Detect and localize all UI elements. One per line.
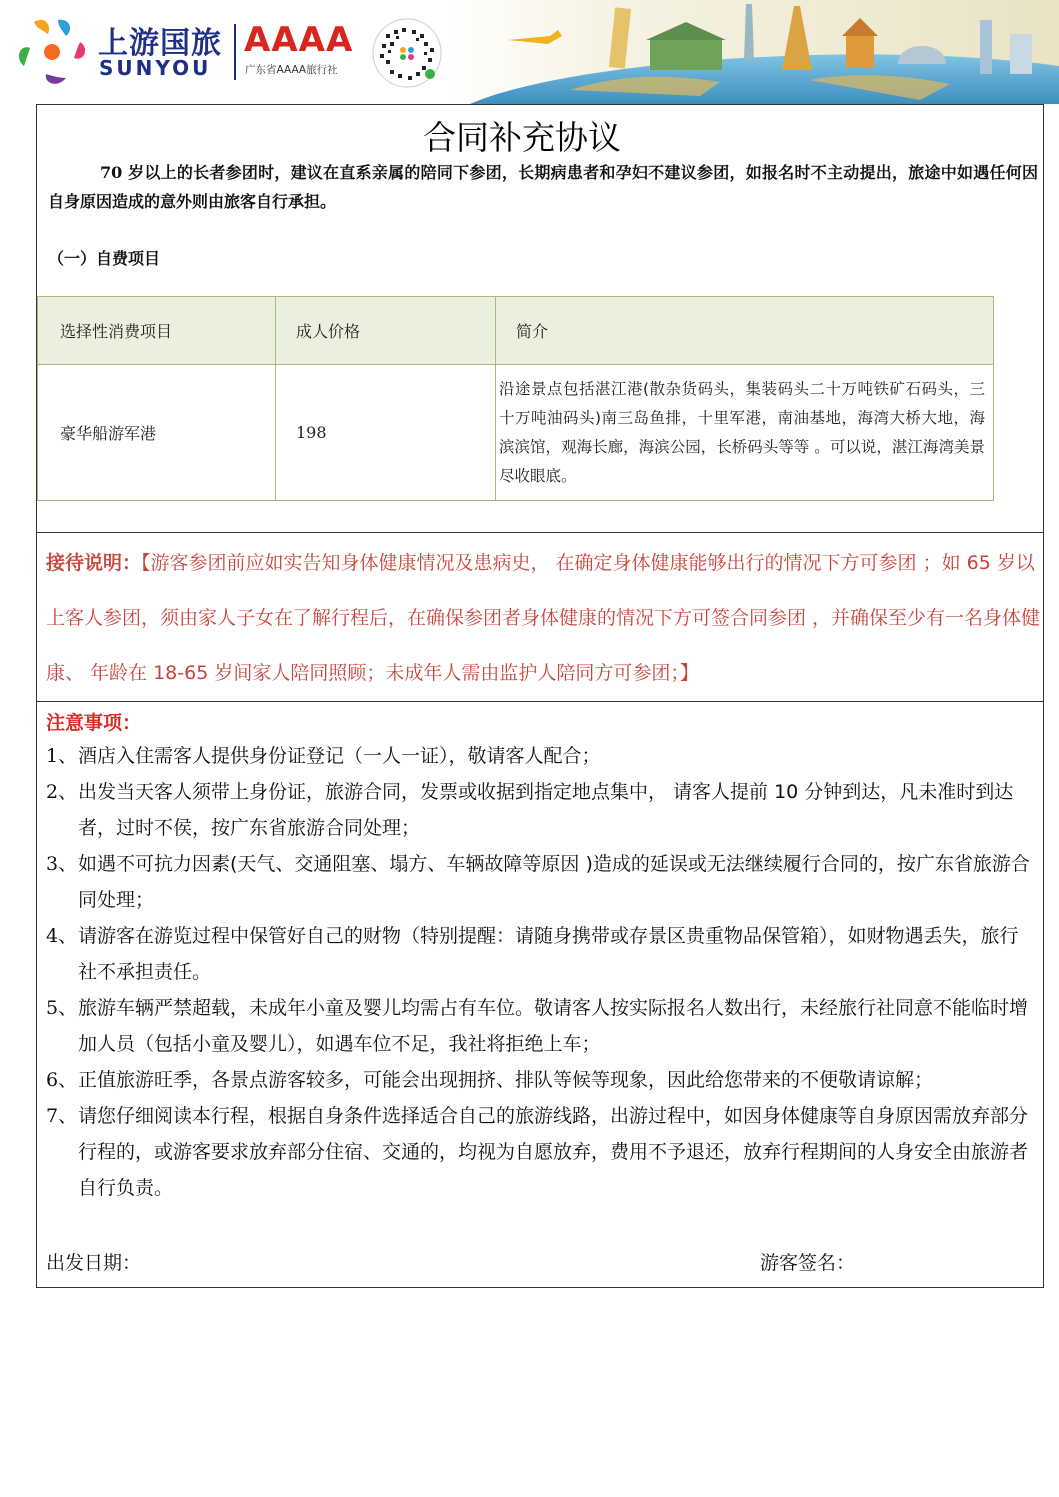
list-item	[46, 1062, 1036, 1098]
list-item-text: 请您仔细阅读本行程，根据自身条件选择适合自己的旅游线路，出游过程中，如因身体健康等自身原因需放弃部分行程的，或游客要求放弃部分住宿、交通的，均视为自愿放弃，费用不予退还，放弃行程期间的人身安全由旅游者自行负责。	[78, 1105, 1029, 1199]
reception-label: 接待说明：	[46, 552, 142, 574]
brand-divider	[234, 24, 236, 80]
section-divider	[36, 532, 1044, 533]
list-item-number: 6、	[46, 1069, 78, 1091]
travel-landmarks-banner	[450, 0, 1059, 104]
reception-text: 【游客参团前应如实告知身体健康情况及患病史， 在确定身体健康能够出行的情况下方可参团 ；如 65 岁以上客人参团，须由家人子女在了解行程后，在确保参团者身体健康的情况下方可签合同参团 ，并确保至少有一名身体健康、 年龄在 18-65 岁间家人陪同照顾；未成年人需由监护人陪同方可参团；】	[46, 552, 1041, 684]
document-title: 合同补充协议	[423, 118, 621, 157]
table-row	[38, 365, 994, 501]
list-item	[46, 1098, 1036, 1206]
table-header-cell: 选择性消费项目	[38, 297, 276, 365]
list-item-text: 请游客在游览过程中保管好自己的财物（特别提醒：请随身携带或存景区贵重物品保管箱），如财物遇丢失，旅行社不承担责任。	[78, 925, 1019, 983]
list-item-text: 出发当天客人须带上身份证，旅游合同，发票或收据到指定地点集中， 请客人提前 10 分钟到达，凡未准时到达者，过时不侯，按广东省旅游合同处理；	[78, 781, 1014, 839]
traveler-signature-label: 游客签名：	[760, 1252, 856, 1274]
table-header-cell: 简介	[496, 297, 994, 365]
optional-items-table	[37, 296, 994, 501]
list-item-number: 3、	[46, 853, 78, 875]
reception-note	[46, 536, 1044, 701]
table-header-cell: 成人价格	[276, 297, 496, 365]
rating-badge: AAAA	[244, 20, 354, 60]
item-name-cell: 豪华船游军港	[38, 365, 276, 501]
list-item	[46, 846, 1036, 918]
list-item	[46, 738, 1036, 774]
brand-name-en: SUNYOU	[99, 56, 212, 80]
notes-list	[46, 738, 1036, 1206]
list-item-number: 2、	[46, 781, 78, 803]
list-item	[46, 990, 1036, 1062]
list-item-text: 酒店入住需客人提供身份证登记（一人一证），敬请客人配合；	[78, 745, 601, 767]
departure-date-label: 出发日期：	[46, 1252, 142, 1274]
item-description-cell: 沿途景点包括湛江港(散杂货码头，集装码头二十万吨铁矿石码头，三十万吨油码头)南三岛鱼排，十里军港，南油基地，海湾大桥大地，海滨滨馆，观海长廊，海滨公园，长桥码头等等 。可以说，湛江海湾美景尽收眼底。	[496, 365, 994, 501]
qr-code-icon	[372, 18, 442, 88]
section-divider	[36, 701, 1044, 702]
page-header	[0, 0, 1059, 104]
section-heading: （一）自费项目	[48, 249, 161, 268]
company-logo-icon	[14, 16, 92, 88]
brand-name-cn: 上游国旅	[98, 26, 222, 61]
rating-subtitle: 广东省AAAA旅行社	[245, 64, 338, 76]
list-item-number: 4、	[46, 925, 78, 947]
table-header-row	[38, 297, 994, 365]
list-item-text: 旅游车辆严禁超载，未成年小童及婴儿均需占有车位。敬请客人按实际报名人数出行，未经旅行社同意不能临时增加人员（包括小童及婴儿），如遇车位不足，我社将拒绝上车；	[78, 997, 1029, 1055]
list-item-number: 7、	[46, 1105, 78, 1127]
intro-paragraph: 70 岁以上的长者参团时，建议在直系亲属的陪同下参团，长期病患者和孕妇不建议参团，如报名时不主动提出，旅途中如遇任何因自身原因造成的意外则由旅客自行承担。	[48, 163, 1038, 211]
list-item-text: 正值旅游旺季，各景点游客较多，可能会出现拥挤、排队等候等现象，因此给您带来的不便敬请谅解；	[78, 1069, 934, 1091]
list-item	[46, 918, 1036, 990]
notes-title: 注意事项：	[46, 712, 142, 734]
list-item-text: 如遇不可抗力因素(天气、交通阻塞、塌方、车辆故障等原因 )造成的延误或无法继续履行合同的，按广东省旅游合同处理；	[78, 853, 1030, 911]
list-item-number: 1、	[46, 745, 78, 767]
list-item	[46, 774, 1036, 846]
item-price-cell: 198	[276, 365, 496, 501]
list-item-number: 5、	[46, 997, 78, 1019]
